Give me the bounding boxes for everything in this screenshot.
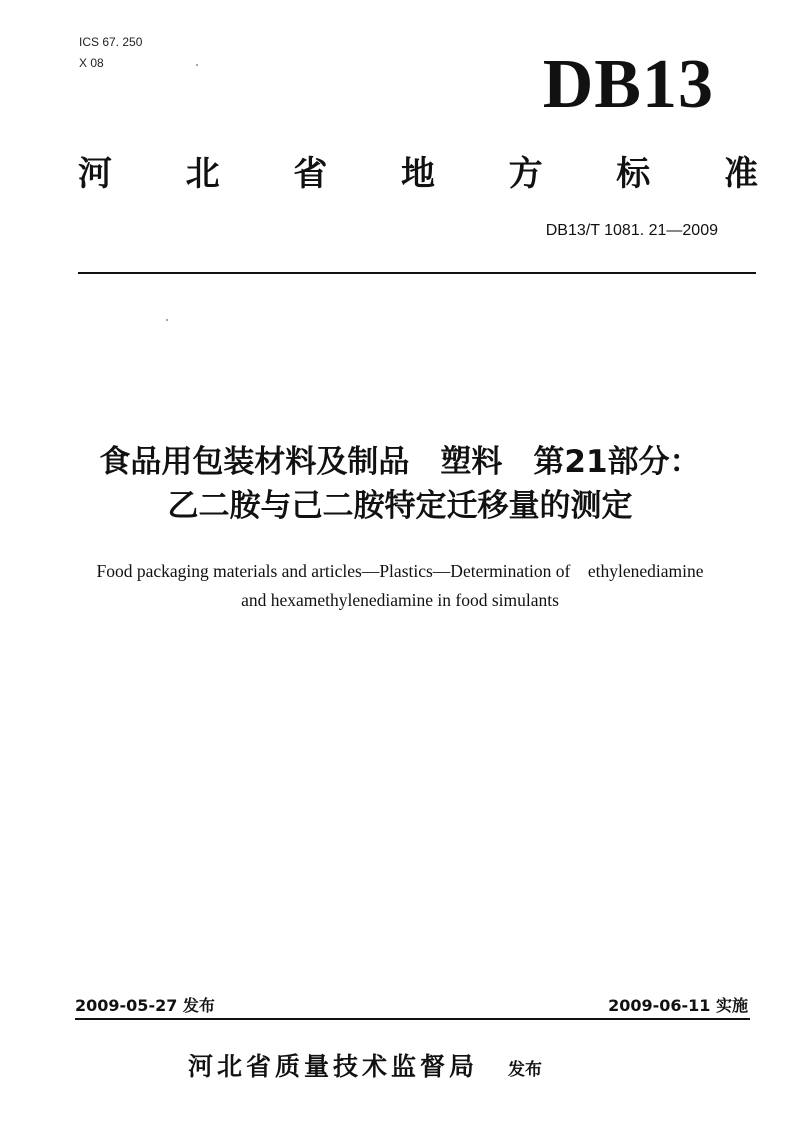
- scan-speck: [196, 64, 198, 66]
- issuing-authority: 河北省质量技术监督局: [188, 1052, 479, 1081]
- scan-speck: [166, 319, 168, 321]
- standard-type-char: 河: [78, 154, 112, 194]
- effective-date: 2009-06-11 实施: [608, 996, 748, 1015]
- issuer-line: [188, 1047, 542, 1083]
- english-title: [0, 557, 800, 615]
- footer-divider: [75, 1018, 750, 1020]
- chinese-title-line-1: 食品用包装材料及制品 塑料 第21部分：: [99, 444, 701, 480]
- issued-label: 发布: [508, 1060, 543, 1080]
- english-title-line-1: Food packaging materials and articles—Plastics—Determination of ethylenediamine: [96, 561, 704, 581]
- english-title-line-2: and hexamethylenediamine in food simulants: [241, 590, 559, 610]
- chinese-title: [0, 440, 800, 528]
- chinese-title-line-2: 乙二胺与己二胺特定迁移量的测定: [167, 488, 633, 524]
- ics-code: ICS 67. 250: [79, 35, 143, 49]
- publish-date: 2009-05-27 发布: [75, 996, 215, 1015]
- standard-type-heading: [78, 146, 758, 195]
- standard-type-char: 北: [185, 154, 220, 194]
- standard-type-char: 准: [723, 154, 758, 194]
- classification-code: X 08: [79, 56, 104, 70]
- header-divider: [78, 272, 756, 274]
- standard-type-char: 地: [400, 154, 435, 194]
- standard-type-char: 标: [616, 154, 651, 194]
- standard-logo: DB13: [542, 46, 714, 123]
- standard-type-char: 方: [508, 154, 543, 194]
- standard-type-char: 省: [293, 154, 328, 194]
- standard-number: DB13/T 1081. 21—2009: [545, 222, 718, 239]
